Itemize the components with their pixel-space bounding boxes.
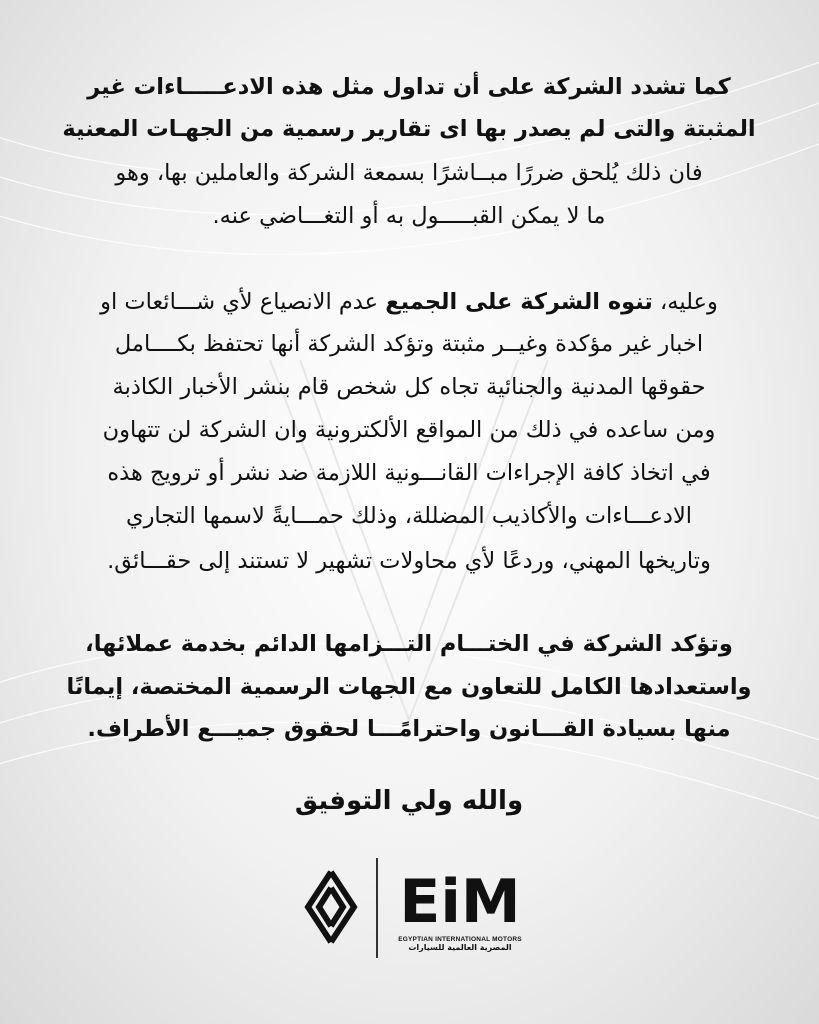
p3-line-1: وتؤكد الشركة في الختـــام التـــزامها الدائم بخدمة عملائها، (85, 631, 733, 657)
logo-divider (376, 858, 378, 958)
p1-line-1: كما تشدد الشركة على أن تداول مثل هذه الادعـــــاءات غير (87, 74, 731, 100)
p2-line-1-bold-phrase: تنوه الشركة على الجميع (385, 289, 653, 315)
p2-line-1-after: عدم الانصياع لأي شـــائعات او (100, 289, 386, 315)
p3-line-3: منها بسيادة القـــانون واحترامًـــا لحقوق جميـــع الأطراف. (87, 716, 731, 742)
p1-line-2: المثبتة والتى لم يصدر بها اى تقارير رسمية من الجهـات المعنية (62, 116, 756, 142)
p2-line-6: الادعـــاءات والأكاذيب المضللة، وذلك حمـــايةً لاسمها التجاري (125, 503, 693, 529)
p2-line-7: وتاريخها المهني، وردعًا لأي محاولات تشهير لا تستند إلى حقـــائق. (107, 548, 711, 574)
p1-line-3: فان ذلك يُلحق ضررًا مبــاشرًا بسمعة الشركة والعاملين بها، وهو (115, 160, 703, 186)
p2-line-4: ومن ساعده في ذلك من المواقع الألكترونية وان الشركة لن تتهاون (102, 417, 716, 443)
closing-line: والله ولي التوفيق (294, 786, 524, 816)
p2-line-3: حقوقها المدنية والجنائية تجاه كل شخص قام بنشر الأخبار الكاذبة (112, 374, 706, 400)
p2-line-1-before: وعليه، (652, 289, 718, 315)
eim-logo (395, 868, 525, 952)
eim-wordmark-text: EiM (399, 868, 521, 930)
eim-arabic-name: المصرية العالمية للسيارات (408, 943, 512, 952)
p2-line-2: اخبار غير مؤكدة وغيــر مثبتة وتؤكد الشركة أنها تحتفظ بكــــامل (114, 331, 704, 357)
p2-line-1 (59, 287, 759, 317)
renault-diamond-icon (300, 868, 362, 946)
eim-wordmark (395, 868, 525, 930)
p2-line-5: في اتخاذ كافة الإجراءات القانـــونية اللازمة ضد نشر أو ترويج هذه (107, 460, 711, 486)
p2-line-1-text (100, 289, 718, 315)
p3-line-2: واستعدادها الكامل للتعاون مع الجهات الرسمية المختصة، إيمانًا (66, 674, 752, 700)
p1-line-4: ما لا يمكن القبـــــول به أو التغـــاضي عنه. (212, 203, 606, 229)
eim-english-name: EGYPTIAN INTERNATIONAL MOTORS (398, 936, 522, 943)
